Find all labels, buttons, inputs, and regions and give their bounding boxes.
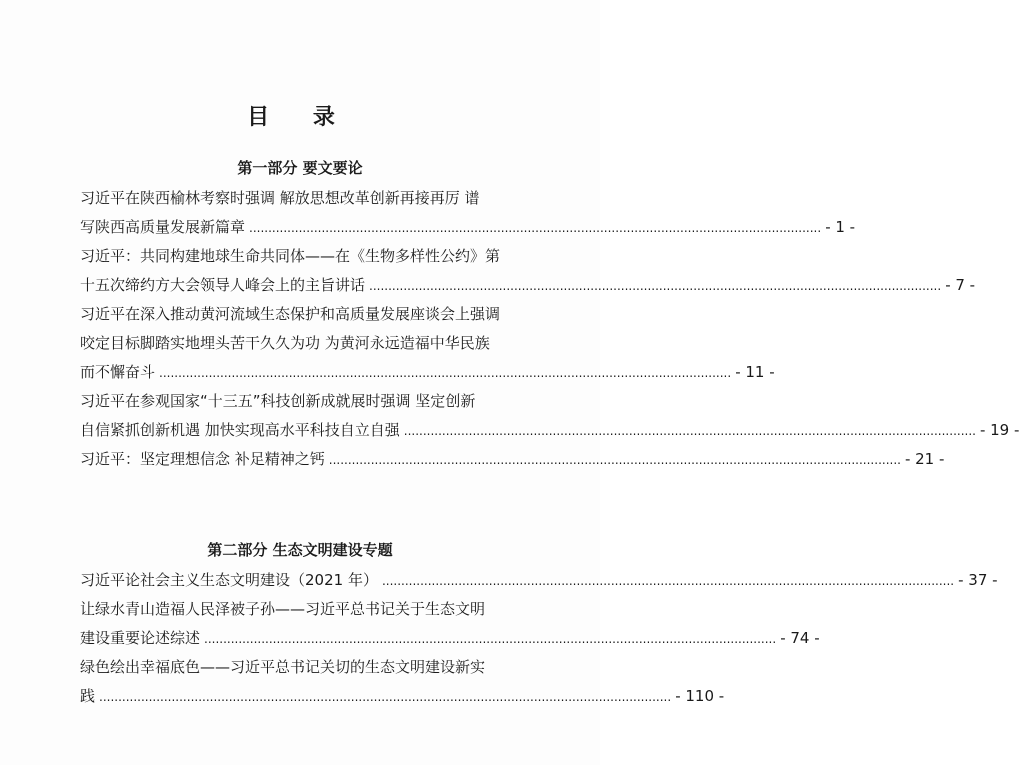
entry-last-line (80, 566, 998, 595)
entry-text: 写陕西高质量发展新篇章 (80, 218, 246, 236)
dot-leader (204, 625, 776, 654)
entry-line: 咬定目标脚踏实地埋头苦干久久为功 为黄河永远造福中华民族 (80, 334, 490, 352)
dot-leader (404, 417, 976, 446)
toc-title: 目 录 (247, 104, 353, 130)
dot-leader (249, 214, 821, 243)
page-number: - 7 - (945, 276, 976, 294)
entry-text: 自信紧抓创新机遇 加快实现高水平科技自立自强 (80, 421, 400, 439)
dot-leader (329, 446, 901, 475)
part-heading: 第一部分 要文要论 (237, 159, 363, 177)
toc-entry[interactable] (80, 595, 820, 653)
page-number: - 11 - (735, 363, 775, 381)
entry-line: 习近平在参观国家“十三五”科技创新成就展时强调 坚定创新 (80, 392, 476, 410)
toc-entry[interactable] (80, 184, 856, 242)
entry-line: 习近平在陕西榆林考察时强调 解放思想改革创新再接再厉 谱 (80, 189, 480, 207)
toc-entry[interactable] (80, 300, 775, 387)
part-one (80, 157, 1019, 474)
part-heading: 第二部分 生态文明建设专题 (207, 541, 393, 559)
toc-entry[interactable] (80, 387, 1019, 445)
dot-leader (369, 272, 941, 301)
entry-text: 而不懈奋斗 (80, 363, 156, 381)
dot-leader (159, 359, 731, 388)
dot-leader (382, 567, 954, 596)
entry-text: 践 (80, 687, 96, 705)
page-number: - 21 - (904, 450, 945, 468)
entry-text: 建设重要论述综述 (80, 629, 201, 647)
entry-last-line (80, 416, 1019, 445)
entry-text: 习近平：坚定理想信念 补足精神之钙 (80, 450, 325, 468)
part-two (80, 539, 998, 711)
entry-text: 十五次缔约方大会领导人峰会上的主旨讲话 (80, 276, 366, 294)
toc-entry[interactable] (80, 566, 998, 595)
entry-line: 习近平：共同构建地球生命共同体——在《生物多样性公约》第 (80, 247, 501, 265)
toc-entry[interactable] (80, 653, 725, 711)
entry-line: 绿色绘出幸福底色——习近平总书记关切的生态文明建设新实 (80, 658, 486, 676)
entry-line: 习近平在深入推动黄河流域生态保护和高质量发展座谈会上强调 (80, 305, 501, 323)
entry-last-line (80, 358, 775, 387)
page-number: - 37 - (958, 571, 998, 589)
entry-last-line (80, 624, 820, 653)
page-number: - 74 - (780, 629, 820, 647)
page-number: - 110 - (675, 687, 725, 705)
entry-last-line (80, 213, 856, 242)
entry-last-line (80, 271, 976, 300)
dot-leader (99, 683, 671, 712)
entry-line: 让绿水青山造福人民泽被子孙——习近平总书记关于生态文明 (80, 600, 486, 618)
toc-entry[interactable] (80, 445, 945, 474)
entry-last-line (80, 682, 725, 711)
entry-last-line (80, 445, 945, 474)
page-number: - 1 - (825, 218, 856, 236)
page-number: - 19 - (979, 421, 1019, 439)
entry-text: 习近平论社会主义生态文明建设（2021 年） (80, 571, 378, 589)
toc-entry[interactable] (80, 242, 976, 300)
